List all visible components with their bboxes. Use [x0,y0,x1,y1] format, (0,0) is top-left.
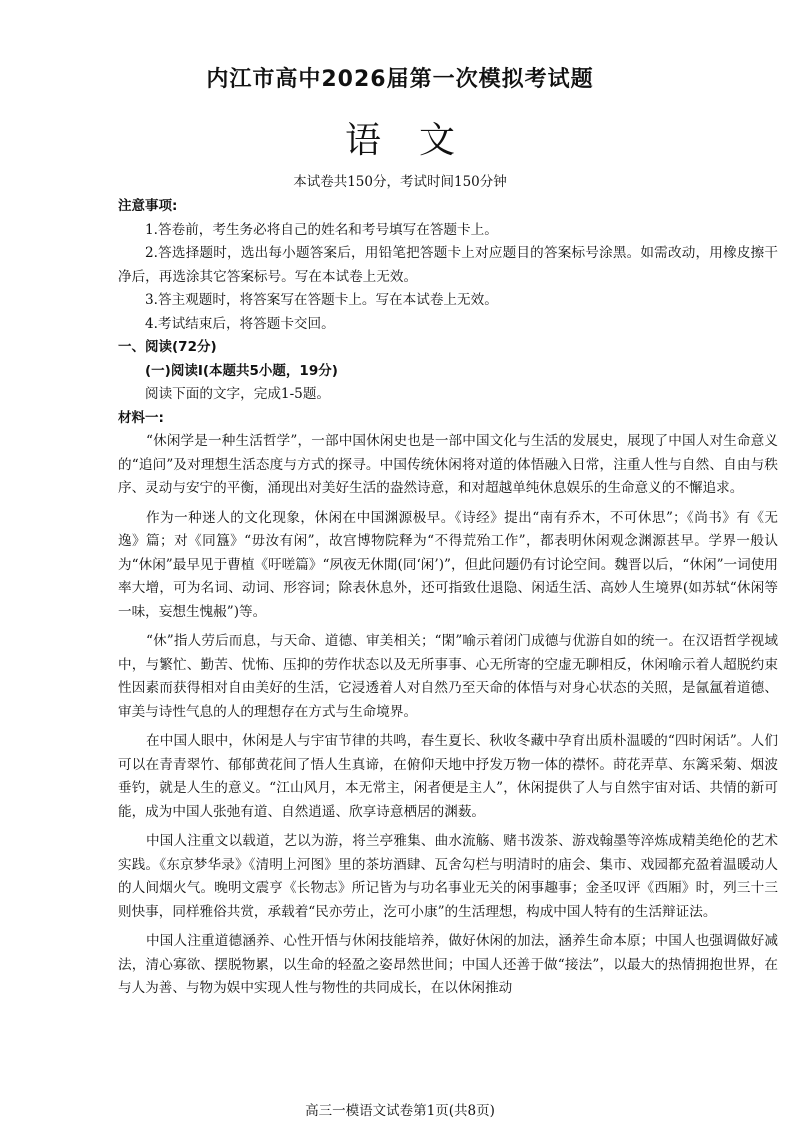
material-paragraph: “休”指人劳后而息，与天命、道德、审美相关；“閑”喻示着闭门成德与优游自如的统一。在汉语哲学视域中，与繁忙、勤苦、忧怖、压抑的劳作状态以及无所事事、心无所寄的空虚无聊相反，休闲喻示着人超脱约束性因素而获得相对自由美好的生活，它浸透着人对自然乃至天命的体悟与对身心状态的关照，是氤氲着道德、审美与诗性气息的人的理想存在方式与生命境界。 [118,633,778,720]
exam-body [118,195,778,1007]
material-paragraph: 作为一种迷人的文化现象，休闲在中国渊源极早。《诗经》提出“南有乔木，不可休思”；《尚书》有《无逸》篇；对《同簋》“毋汝有闲”，故宫博物院释为“不得荒殆工作”，都表明休闲观念渊源甚早。学界一般认为“休闲”最早见于曹植《吁嗟篇》“夙夜无休閒(同‘闲’)”，但此问题仍有讨论空间。魏晋以后，“休闲”一词使用率大增，可为名词、动词、形容词；除表休息外，还可指致仕退隐、闲适生活、高妙人生境界(如苏轼“休闲等一味，妄想生愧赧”)等。 [118,509,778,620]
notice-item: 2.答选择题时，选出每小题答案后，用铅笔把答题卡上对应题目的答案标号涂黑。如需改动，用橡皮擦干净后，再选涂其它答案标号。写在本试卷上无效。 [118,245,778,285]
notice-item: 4.考试结束后，将答题卡交回。 [145,315,335,332]
material-paragraph: 在中国人眼中，休闲是人与宇宙节律的共鸣，春生夏长、秋收冬藏中孕育出质朴温暖的“四时闲话”。人们可以在青青翠竹、郁郁黄花间了悟人生真谛，在俯仰天地中抒发万物一体的襟怀。莳花弄草、东篱采菊、烟波垂钓，就是人生的意义。“江山风月，本无常主，闲者便是主人”，休闲提供了人与自然宇宙对话、共情的新可能，成为中国人张弛有道、自然逍遥、欣享诗意栖居的渊薮。 [118,733,778,820]
notice-title: 注意事项: [118,198,178,214]
notice-item: 3.答主观题时，将答案写在答题卡上。写在本试卷上无效。 [145,292,498,308]
material-paragraph: “休闲学是一种生活哲学”，一部中国休闲史也是一部中国文化与生活的发展史，展现了中国人对生命意义的“追问”及对理想生活态度与方式的探寻。中国传统休闲将对道的体悟融入日常，注重人性与自然、自由与秩序、灵动与安宁的平衡，涌现出对美好生活的盎然诗意，和对超越单纯休息娱乐的生命意义的不懈追求。 [118,433,778,496]
material-paragraph: 中国人注重道德涵养、心性开悟与休闲技能培养，做好休闲的加法，涵养生命本原；中国人也强调做好减法，清心寡欲、摆脱物累，以生命的轻盈之姿昂然世间；中国人还善于做“接法”，以最大的热情拥抱世界，在与人为善、与物为娱中实现人性与物性的共同成长，在以休闲推动 [118,933,778,996]
section-title: 一、阅读(72分) [118,339,217,355]
exam-info: 本试卷共150分，考试时间150分钟 [293,174,507,190]
exam-title: 内江市高中2026届第一次模拟考试题 [206,67,594,92]
section-instruction: 阅读下面的文字，完成1-5题。 [145,386,331,402]
notice-item: 1.答卷前，考生务必将自己的姓名和考号填写在答题卡上。 [145,221,498,238]
material-paragraph: 中国人注重文以载道，艺以为游，将兰亭雅集、曲水流觞、赌书泼茶、游戏翰墨等淬炼成精美绝伦的艺术实践。《东京梦华录》《清明上河图》里的茶坊酒肆、瓦舍勾栏与明清时的庙会、集市、戏园都充盈着温暖动人的人间烟火气。晚明文震亨《长物志》所记皆为与功名事业无关的闲事趣事；金圣叹评《西厢》时，列三十三则快事，同样雅俗共赏，承载着“民亦劳止，汔可小康”的生活理想，构成中国人特有的生活辩证法。 [118,833,778,920]
subject-title: 语文 [344,120,493,161]
section-subtitle: (一)阅读Ⅰ(本题共5小题，19分) [145,362,338,379]
page-footer: 高三一模语文试卷第1页(共8页) [305,1103,495,1119]
material-label: 材料一: [118,409,164,426]
